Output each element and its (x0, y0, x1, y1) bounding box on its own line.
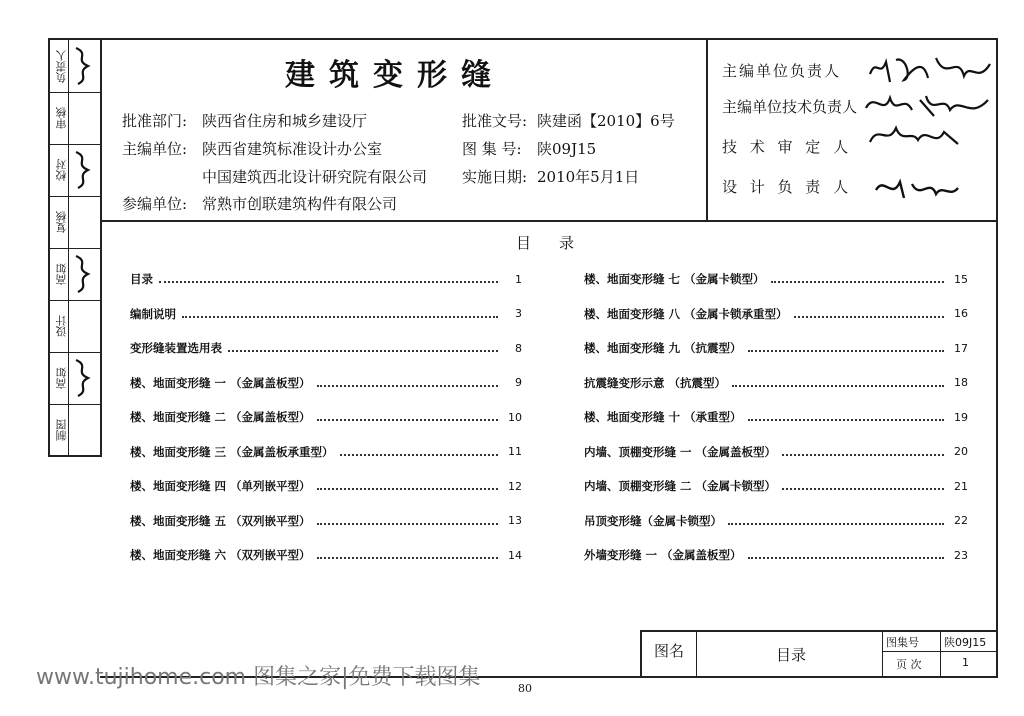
editor-unit-1: 陕西省建筑标准设计办公室 (202, 140, 383, 158)
toc-row[interactable] (130, 339, 522, 357)
strip-cell-divider (48, 404, 102, 405)
toc-entry-page: 20 (954, 445, 968, 458)
toc-leader-dots (317, 419, 498, 421)
toc-entry-page: 1 (515, 272, 522, 286)
effective-date: 2010年5月1日 (537, 168, 640, 186)
toc-entry-title: 目录 (130, 272, 153, 286)
toc-row[interactable] (130, 270, 522, 288)
toc-entry-page: 9 (515, 376, 522, 389)
atlas-no-label: 图 集 号: (462, 140, 522, 158)
toc-entry-title: 内墙、顶棚变形缝 一 （金属盖板型） (584, 444, 777, 459)
toc-entry-title: 外墙变形缝 一 （金属盖板型） (584, 548, 742, 562)
toc-entry-page: 23 (954, 548, 968, 562)
titleblock-atlas-label: 图集号 (886, 636, 919, 649)
drawing-name-label: 图名 (654, 642, 685, 660)
frame-top (100, 38, 998, 40)
toc-leader-dots (317, 523, 498, 525)
titleblock-div2 (882, 630, 883, 678)
toc-entry-page: 3 (515, 307, 522, 320)
toc-row[interactable] (130, 374, 522, 392)
atlas-no: 陕09J15 (537, 140, 597, 158)
toc-row[interactable] (584, 512, 968, 530)
toc-entry-title: 编制说明 (130, 306, 176, 321)
strip-cell-label: 审核 (55, 107, 68, 129)
strip-signature (70, 148, 96, 192)
toc-entry-title: 楼、地面变形缝 六 （双列嵌平型） (130, 548, 311, 562)
toc-entry-title: 楼、地面变形缝 四 （单列嵌平型） (130, 479, 311, 493)
strip-cell-divider (48, 196, 102, 197)
toc-entry-title: 楼、地面变形缝 三 （金属盖板承重型） (130, 444, 334, 459)
toc-leader-dots (340, 454, 498, 456)
strip-cell-label: 校对 (55, 159, 68, 181)
toc-leader-dots (782, 488, 944, 490)
toc-leader-dots (748, 419, 944, 421)
strip-signature (70, 44, 96, 88)
role-chief-unit: 主编单位负责人 (722, 62, 842, 80)
toc-row[interactable] (130, 546, 522, 564)
toc-leader-dots (317, 557, 498, 559)
toc-entry-page: 13 (508, 514, 522, 527)
toc-entry-page: 10 (508, 410, 522, 424)
role-design-lead: 设 计 负 责 人 (722, 178, 853, 196)
toc-entry-title: 楼、地面变形缝 八 （金属卡锁承重型） (584, 306, 788, 321)
titleblock-top (640, 630, 998, 632)
toc-entry-page: 21 (954, 479, 968, 493)
role-tech-chief: 主编单位技术负责人 (722, 98, 858, 116)
toc-leader-dots (728, 523, 944, 525)
toc-leader-dots (159, 281, 498, 283)
strip-cell-divider (48, 248, 102, 249)
approve-dept: 陕西省住房和城乡建设厅 (202, 112, 368, 130)
toc-leader-dots (748, 350, 944, 352)
frame-right (996, 38, 998, 678)
toc-entry-title: 楼、地面变形缝 九 （抗震型） (584, 341, 742, 355)
toc-entry-page: 22 (954, 514, 968, 527)
strip-cell-label: 高如 (55, 263, 68, 285)
toc-entry-title: 变形缝装置选用表 (130, 341, 222, 355)
header-divider (100, 220, 998, 222)
toc-entry-title: 内墙、顶棚变形缝 二 （金属卡锁型） (584, 479, 777, 493)
toc-row[interactable] (130, 443, 522, 461)
editor-unit-2: 中国建筑西北设计研究院有限公司 (202, 168, 428, 186)
strip-cell (48, 92, 100, 144)
role-tech-review: 技 术 审 定 人 (722, 138, 853, 156)
toc-leader-dots (317, 488, 498, 490)
toc-leader-dots (732, 385, 944, 387)
toc-leader-dots (748, 557, 944, 559)
toc-entry-title: 楼、地面变形缝 七 （金属卡锁型） (584, 272, 765, 286)
strip-cell-label: 复核 (55, 211, 68, 233)
page-footer-number: 80 (518, 682, 532, 695)
toc-leader-dots (228, 350, 498, 352)
toc-entry-title: 楼、地面变形缝 五 （双列嵌平型） (130, 513, 311, 528)
titleblock-div3 (940, 630, 941, 678)
strip-cell-label: 高如 (55, 367, 68, 389)
toc-row[interactable] (130, 477, 522, 495)
page-title: 建筑变形缝 (285, 58, 505, 93)
effective-date-label: 实施日期: (462, 168, 528, 186)
toc-entry-page: 12 (508, 479, 522, 493)
strip-cell-divider (48, 300, 102, 301)
toc-row[interactable] (584, 546, 968, 564)
participant-label: 参编单位: (122, 195, 188, 213)
toc-entry-title: 楼、地面变形缝 一 （金属盖板型） (130, 375, 311, 390)
toc-leader-dots (182, 316, 498, 318)
toc-row[interactable] (130, 305, 522, 323)
signature-chief-unit (866, 48, 996, 88)
toc-entry-page: 17 (954, 341, 968, 355)
strip-right-border (100, 38, 102, 456)
participant-unit: 常熟市创联建筑构件有限公司 (202, 195, 398, 213)
strip-cell-label: 制图 (55, 419, 68, 441)
toc-row[interactable] (584, 443, 968, 461)
strip-signature (70, 252, 96, 296)
toc-leader-dots (782, 454, 944, 456)
toc-entry-title: 楼、地面变形缝 十 （承重型） (584, 410, 742, 424)
toc-entry-title: 吊顶变形缝（金属卡锁型） (584, 513, 722, 528)
toc-entry-page: 8 (515, 341, 522, 355)
titleblock-div1 (696, 630, 697, 678)
strip-cell-divider (48, 144, 102, 145)
toc-leader-dots (794, 316, 944, 318)
toc-row[interactable] (130, 408, 522, 426)
strip-cell-label: 负责人 (55, 49, 68, 83)
header-vertical-divider (706, 38, 708, 220)
drawing-name: 目录 (776, 646, 807, 664)
titleblock-page: 1 (962, 656, 969, 669)
approval-no: 陕建函【2010】6号 (537, 112, 675, 130)
signature-design-lead (872, 172, 962, 206)
toc-entry-page: 18 (954, 376, 968, 389)
toc-entry-page: 16 (954, 307, 968, 320)
toc-row[interactable] (584, 374, 968, 392)
toc-entry-title: 抗震缝变形示意 （抗震型） (584, 375, 727, 390)
toc-entry-title: 楼、地面变形缝 二 （金属盖板型） (130, 410, 311, 424)
toc-row[interactable] (584, 305, 968, 323)
approval-no-label: 批准文号: (462, 112, 528, 130)
editor-unit-label: 主编单位: (122, 140, 188, 158)
toc-row[interactable] (584, 408, 968, 426)
toc-entry-page: 11 (508, 445, 522, 458)
toc-row[interactable] (584, 339, 968, 357)
toc-heading: 目录 (516, 234, 603, 252)
toc-entry-page: 19 (954, 410, 968, 424)
titleblock-left (640, 630, 642, 678)
strip-cell (48, 196, 100, 248)
toc-row[interactable] (584, 477, 968, 495)
titleblock-page-label: 页 次 (896, 658, 922, 671)
toc-row[interactable] (584, 270, 968, 288)
approve-dept-label: 批准部门: (122, 112, 188, 130)
strip-cell-divider (48, 352, 102, 353)
toc-entry-page: 14 (508, 548, 522, 562)
titleblock-hdiv (882, 651, 998, 652)
titleblock-atlas-no: 陕09J15 (944, 636, 987, 649)
toc-entry-page: 15 (954, 272, 968, 286)
toc-leader-dots (771, 281, 944, 283)
signature-tech-review (866, 118, 966, 154)
strip-cell-divider (48, 92, 102, 93)
strip-cell (48, 300, 100, 352)
toc-row[interactable] (130, 512, 522, 530)
strip-cell-label: 设计 (55, 315, 68, 337)
strip-cell (48, 404, 100, 456)
strip-signature (70, 356, 96, 400)
watermark: www.tujihome.com 图集之家|免费下载图集 (36, 665, 481, 690)
toc-leader-dots (317, 385, 498, 387)
